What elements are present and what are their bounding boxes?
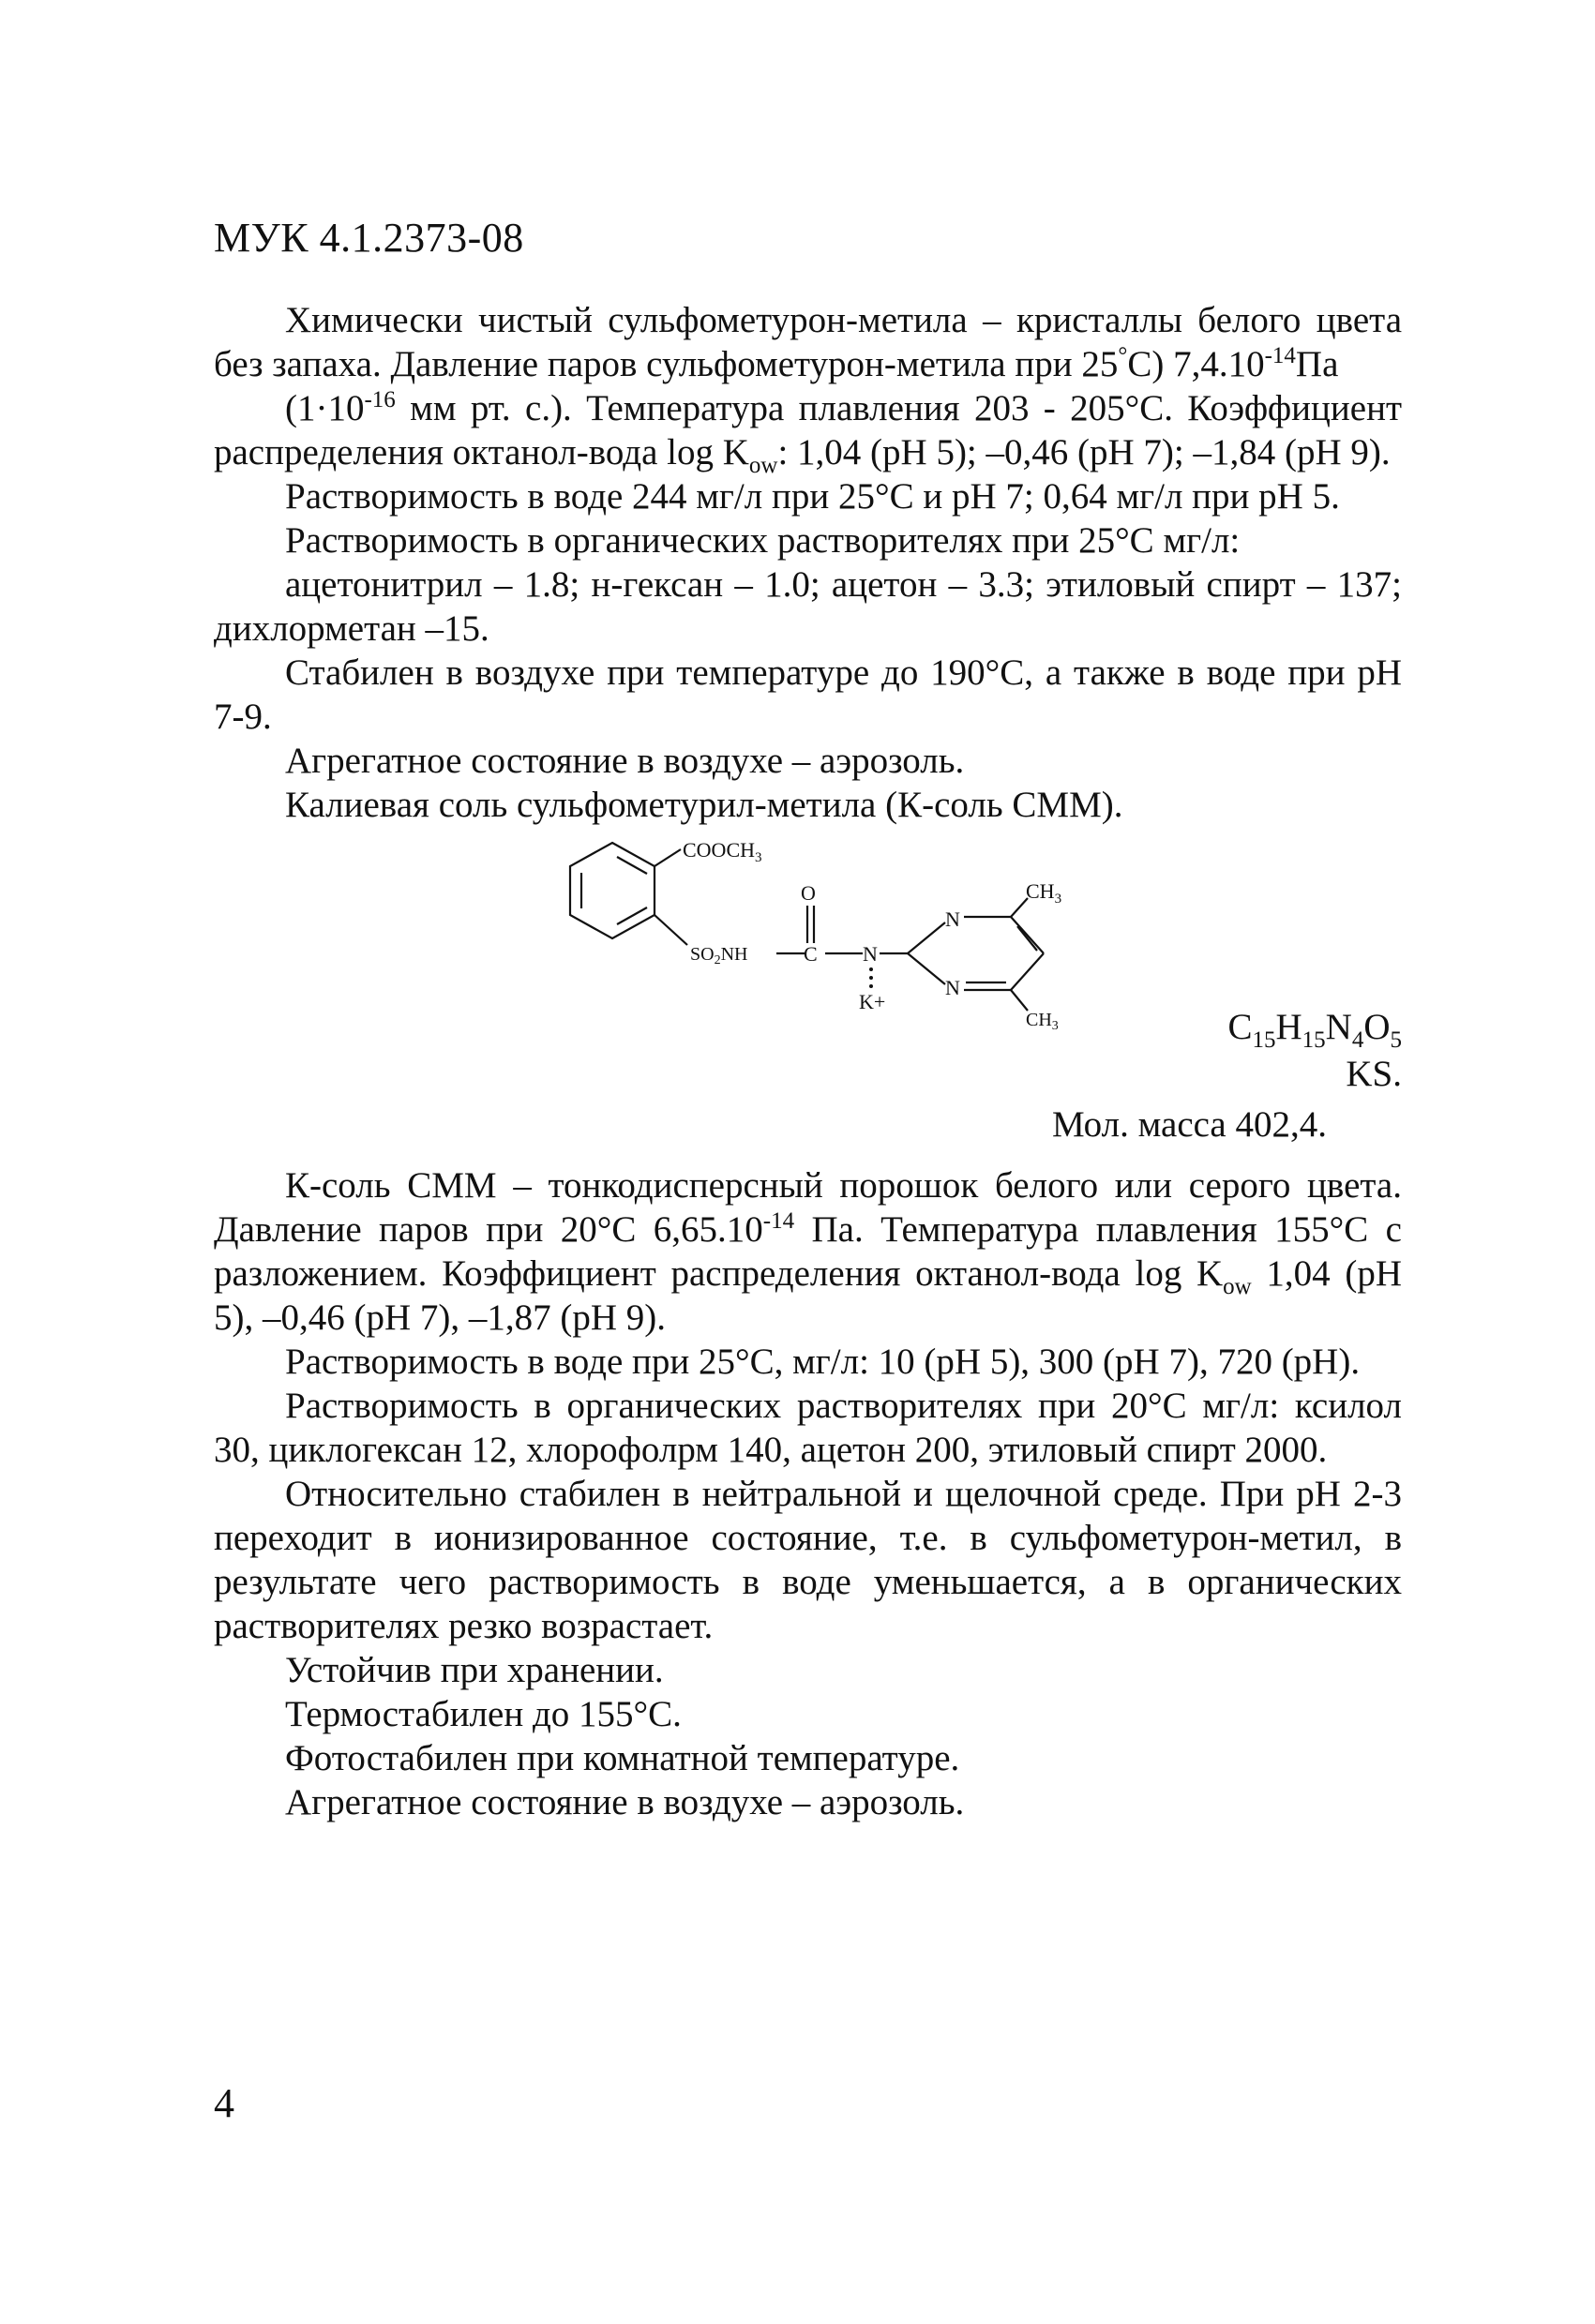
text-span: 1,04 (pH 5), –0,46 (pH 7), –1,87 (pH 9). bbox=[214, 1253, 1402, 1338]
text-span: Па bbox=[1295, 344, 1339, 384]
exponent: -16 bbox=[364, 387, 396, 412]
paragraph-water-solubility: Растворимость в воде 244 мг/л при 25°С и pH 7; 0,64 мг/л при pH 5. bbox=[285, 476, 1340, 517]
text-span: Па. Температура плавления 155°С с разложением. Коэффициент распределения октанол-вода log K bbox=[214, 1209, 1402, 1294]
subscript: ow bbox=[748, 452, 778, 478]
document-body bbox=[214, 298, 1402, 1824]
text-span: К-соль СММ – тонкодисперсный порошок белого или серого цвета. Давление паров при 20°С 6,65.10 bbox=[214, 1165, 1402, 1250]
paragraph-k-salt-description bbox=[214, 1163, 1402, 1340]
paragraph-solvent-list: ацетонитрил – 1.8; н-гексан – 1.0; ацетон – 3.3; этиловый спирт – 137; дихлорметан –15. bbox=[214, 564, 1402, 649]
label-ring-nitrogen-top: N bbox=[945, 907, 960, 931]
formula-line-1: $C_{15}H_{15}N_4O_5$ bbox=[1227, 1007, 1402, 1053]
paragraph-description bbox=[214, 298, 1402, 386]
document-code: МУК 4.1.2373-08 bbox=[214, 215, 524, 261]
text-span: мм рт. с.). Температура плавления 203 - 205°С. Коэффициент распределения октанол-вода log K bbox=[214, 388, 1402, 472]
label-potassium: K+ bbox=[859, 990, 886, 1013]
paragraph-organic-solubility: Растворимость в органических растворителях при 25°С мг/л: bbox=[285, 520, 1241, 561]
subscript: ow bbox=[1223, 1273, 1252, 1299]
structure-block bbox=[214, 831, 1402, 1163]
paragraph-k-salt-organic-solubility: Растворимость в органических растворителях при 20°С мг/л: ксилол 30, циклогексан 12, хлорофолрм 140, ацетон 200, этиловый спирт 2000. bbox=[214, 1386, 1402, 1470]
degree-mark: ° bbox=[1118, 343, 1128, 368]
structural-formula bbox=[533, 831, 1264, 1084]
paragraph-k-salt-water-solubility: Растворимость в воде при 25°С, мг/л: 10 (pH 5), 300 (pH 7), 720 (pH). bbox=[285, 1342, 1361, 1382]
text-span: Химически чистый сульфометурон-метила – кристаллы белого цвета без запаха. Давление паров сульфометурон-метила при 25 bbox=[214, 300, 1402, 384]
exponent: -14 bbox=[762, 1208, 795, 1234]
paragraph-k-salt-stability: Относительно стабилен в нейтральной и щелочной среде. При pH 2-3 переходит в ионизированное состояние, т.е. в сульфометурон-метил, в результате чего растворимость в воде уменьшается, а в органических растворителях резко возрастает. bbox=[214, 1474, 1402, 1646]
molecular-formula bbox=[1227, 1004, 1402, 1098]
paragraph-k-salt-aggregate-state: Агрегатное состояние в воздухе – аэрозоль. bbox=[285, 1782, 965, 1822]
paragraph-storage: Устойчив при хранении. bbox=[285, 1650, 664, 1690]
label-cooch3: $COOCH_3$ bbox=[683, 838, 762, 865]
label-oxygen: O bbox=[801, 881, 816, 905]
paragraph-stability: Стабилен в воздухе при температуре до 190°С, а также в воде при pH 7-9. bbox=[214, 652, 1402, 737]
formula-line-2: KS. bbox=[1346, 1054, 1402, 1094]
page-number: 4 bbox=[214, 2080, 234, 2126]
molecular-mass: Мол. масса 402,4. bbox=[1051, 1104, 1327, 1145]
paragraph-aggregate-state: Агрегатное состояние в воздухе – аэрозоль. bbox=[285, 741, 965, 781]
paragraph-potassium-salt: Калиевая соль сульфометурил-метила (К-соль СММ). bbox=[285, 785, 1123, 825]
paragraph-photostability: Фотостабилен при комнатной температуре. bbox=[285, 1738, 960, 1778]
text-span: (1·10 bbox=[285, 388, 365, 428]
exponent: -14 bbox=[1264, 343, 1296, 368]
text-span: : 1,04 (pH 5); –0,46 (pH 7); –1,84 (pH 9). bbox=[777, 432, 1391, 472]
label-carbon: C bbox=[804, 942, 818, 966]
text-span: С) 7,4.10 bbox=[1127, 344, 1265, 384]
label-amide-nitrogen: N bbox=[863, 942, 878, 966]
label-ring-nitrogen-bottom: N bbox=[945, 976, 960, 999]
label-methyl-bottom: $CH_3$ bbox=[1026, 1010, 1059, 1033]
label-so2nh: $SO_2NH$ bbox=[690, 944, 748, 967]
paragraph-vapor-pressure bbox=[214, 386, 1402, 478]
paragraph-thermostability: Термостабилен до 155°С. bbox=[285, 1694, 682, 1734]
label-methyl-top: $CH_3$ bbox=[1026, 879, 1062, 907]
